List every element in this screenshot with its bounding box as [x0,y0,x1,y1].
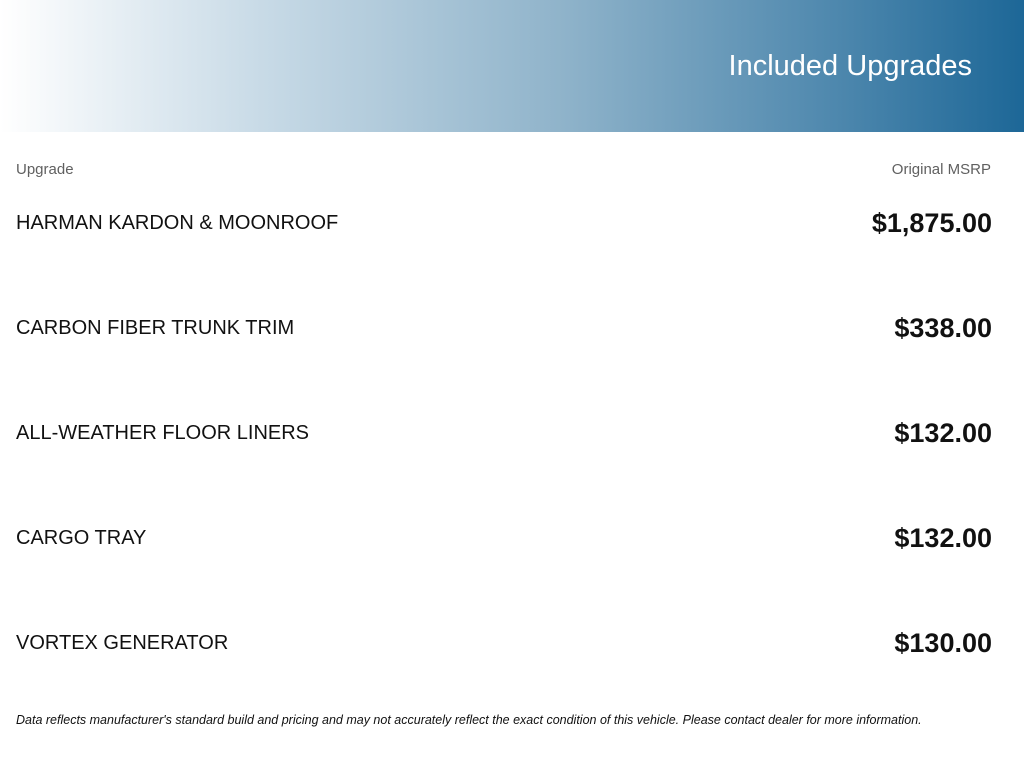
upgrade-price: $132.00 [894,523,992,553]
page-title: Included Upgrades [728,50,972,82]
column-headers [16,160,991,180]
upgrade-price: $132.00 [894,418,992,448]
list-item [16,208,992,313]
upgrade-name: VORTEX GENERATOR [16,632,229,654]
disclaimer-text: Data reflects manufacturer's standard build and pricing and may not accurately reflect the exact condition of this vehicle. Please contact dealer for more information. [16,713,922,727]
upgrade-name: CARBON FIBER TRUNK TRIM [16,317,295,339]
upgrade-name: CARGO TRAY [16,527,147,549]
list-item [16,313,992,418]
upgrade-price: $130.00 [894,628,992,658]
column-header-msrp: Original MSRP [891,161,991,178]
upgrade-price: $338.00 [894,313,992,343]
upgrade-name: ALL-WEATHER FLOOR LINERS [16,422,310,444]
header-banner [0,0,1024,132]
upgrade-price: $1,875.00 [871,208,992,238]
upgrades-list [16,208,992,733]
column-header-upgrade: Upgrade [16,161,74,178]
list-item [16,418,992,523]
list-item [16,523,992,628]
upgrade-name: HARMAN KARDON & MOONROOF [16,212,339,234]
